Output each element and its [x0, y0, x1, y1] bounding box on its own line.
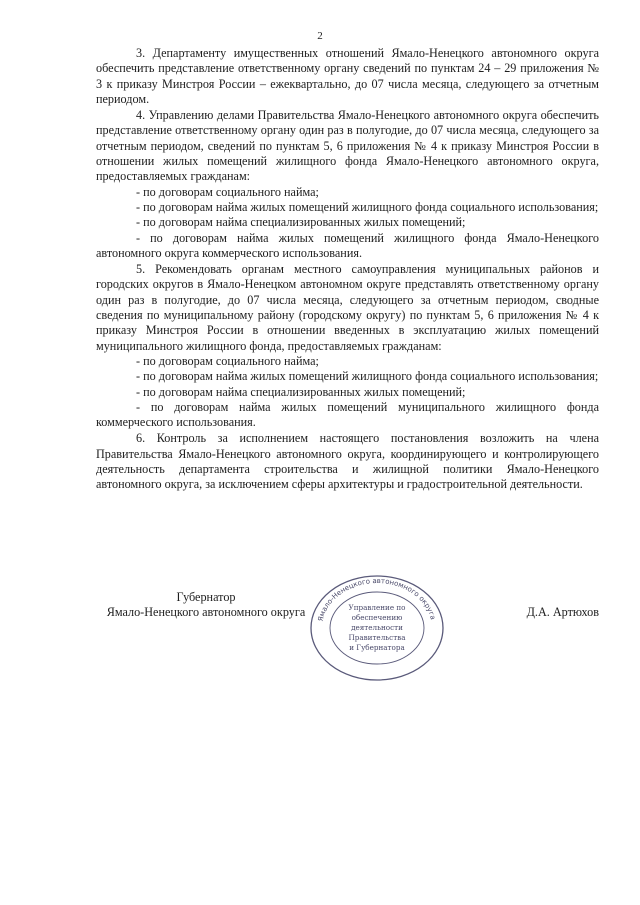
stamp-text-line: Управление по [348, 603, 406, 612]
signatory-title-line2: Ямало-Ненецкого автономного округа [106, 605, 306, 620]
signatory-title [96, 590, 316, 621]
stamp-text-line: обеспечению [351, 613, 403, 622]
list-item: - по договорам найма жилых помещений жилищного фонда социального использования; [136, 369, 599, 384]
paragraph-6: 6. Контроль за исполнением настоящего постановления возложить на члена Правительства Ямало-Ненецкого автономного округа, координирующего и контролирующего деятельность департамента строительства и жилищной политики Ямало-Ненецкого автономного округа, за исключением сферы архитектуры и градостроительной деятельности. [96, 431, 599, 492]
list-item: - по договорам найма специализированных жилых помещений; [136, 215, 466, 230]
document-body [96, 46, 599, 493]
paragraph-4: 4. Управлению делами Правительства Ямало-Ненецкого автономного округа обеспечить представление ответственному органу один раз в полугодие, до 07 числа месяца, следующего за отчетным периодом, сведений по пунктам 5, 6 приложения № 4 к приказу Минстроя России в отношении жилых помещений жилищного фонда Ямало-Ненецкого автономного округа, предоставляемых гражданам: [96, 108, 599, 184]
official-stamp [309, 574, 445, 682]
list-item: - по договорам социального найма; [136, 353, 319, 368]
list-item: - по договорам найма жилых помещений муниципального жилищного фонда коммерческого использования. [96, 399, 599, 430]
stamp-text-line: Правительства [348, 633, 406, 642]
paragraph-3: 3. Департаменту имущественных отношений Ямало-Ненецкого автономного округа обеспечить представление ответственному органу сведений по пунктам 24 – 29 приложения № 3 к приказу Минстроя России – ежеквартально, до 07 числа месяца, следующего за отчетным периодом. [96, 46, 599, 106]
stamp-text-line: и Губернатора [349, 643, 405, 652]
signatory-title-line1: Губернатор [176, 590, 236, 604]
list-item: - по договорам социального найма; [136, 184, 319, 199]
page-number: 2 [317, 30, 323, 42]
signatory-name: Д.А. Артюхов [526, 605, 599, 619]
list-item: - по договорам найма жилых помещений жилищного фонда социального использования; [136, 199, 599, 214]
list-item: - по договорам найма жилых помещений жилищного фонда Ямало-Ненецкого автономного округа коммерческого использования. [96, 230, 599, 260]
stamp-ring-text: Ямало-Ненецкого автономного округа [316, 576, 437, 623]
list-item: - по договорам найма специализированных жилых помещений; [136, 384, 466, 399]
stamp-text-line: деятельности [351, 623, 403, 632]
paragraph-5: 5. Рекомендовать органам местного самоуправления муниципальных районов и городских округов в Ямало-Ненецком автономном округе представлять ответственному органу один раз в полугодие, до 07 числа месяца, следующего за отчетным периодом, сводные сведения по муниципальному району (городскому округу) по пунктам 5, 6 приложения № 4 к приказу Минстроя России в отношении введенных в эксплуатацию жилых помещений муниципального жилищного фонда, предоставляемых гражданам: [96, 262, 599, 353]
